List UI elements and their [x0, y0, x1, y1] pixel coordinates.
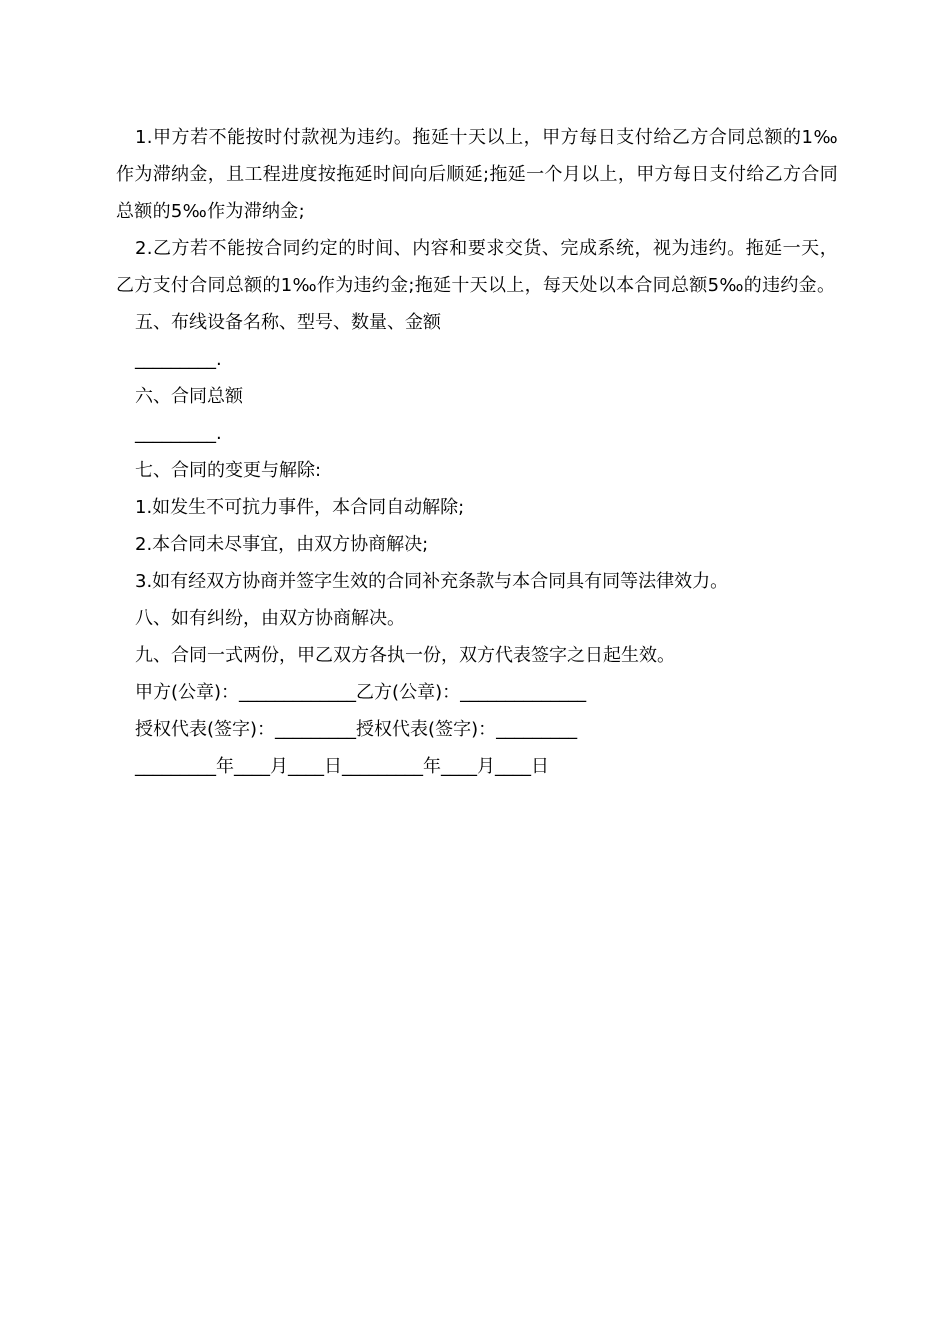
section-8: 八、如有纠纷，由双方协商解决。: [135, 608, 405, 629]
signature-seal-line: 甲方(公章)：_____________乙方(公章)：______________: [135, 682, 587, 703]
section-6-heading: 六、合同总额: [135, 386, 243, 407]
section-6-blank: _________.: [135, 423, 222, 444]
section-7-item-2: 2.本合同未尽事宜，由双方协商解决;: [135, 534, 429, 555]
section-5-blank: _________.: [135, 349, 222, 370]
document-body: [116, 119, 838, 785]
section-9: 九、合同一式两份，甲乙双方各执一份，双方代表签字之日起生效。: [135, 645, 675, 666]
clause-4-item-2: 2.乙方若不能按合同约定的时间、内容和要求交货、完成系统，视为违约。拖延一天，乙方支付合同总额的1‰作为违约金;拖延十天以上，每天处以本合同总额5‰的违约金。: [116, 238, 838, 296]
section-5-heading: 五、布线设备名称、型号、数量、金额: [135, 312, 441, 333]
signature-date-line: _________年____月____日_________年____月____日: [135, 756, 549, 777]
signature-rep-line: 授权代表(签字)：_________授权代表(签字)：_________: [135, 719, 578, 740]
section-7-item-3: 3.如有经双方协商并签字生效的合同补充条款与本合同具有同等法律效力。: [135, 571, 729, 592]
section-7-item-1: 1.如发生不可抗力事件，本合同自动解除;: [135, 497, 465, 518]
clause-4-item-1: 1.甲方若不能按时付款视为违约。拖延十天以上，甲方每日支付给乙方合同总额的1‰作为滞纳金，且工程进度按拖延时间向后顺延;拖延一个月以上，甲方每日支付给乙方合同总额的5‰作为滞纳金;: [116, 127, 838, 222]
section-7-heading: 七、合同的变更与解除:: [135, 460, 322, 481]
